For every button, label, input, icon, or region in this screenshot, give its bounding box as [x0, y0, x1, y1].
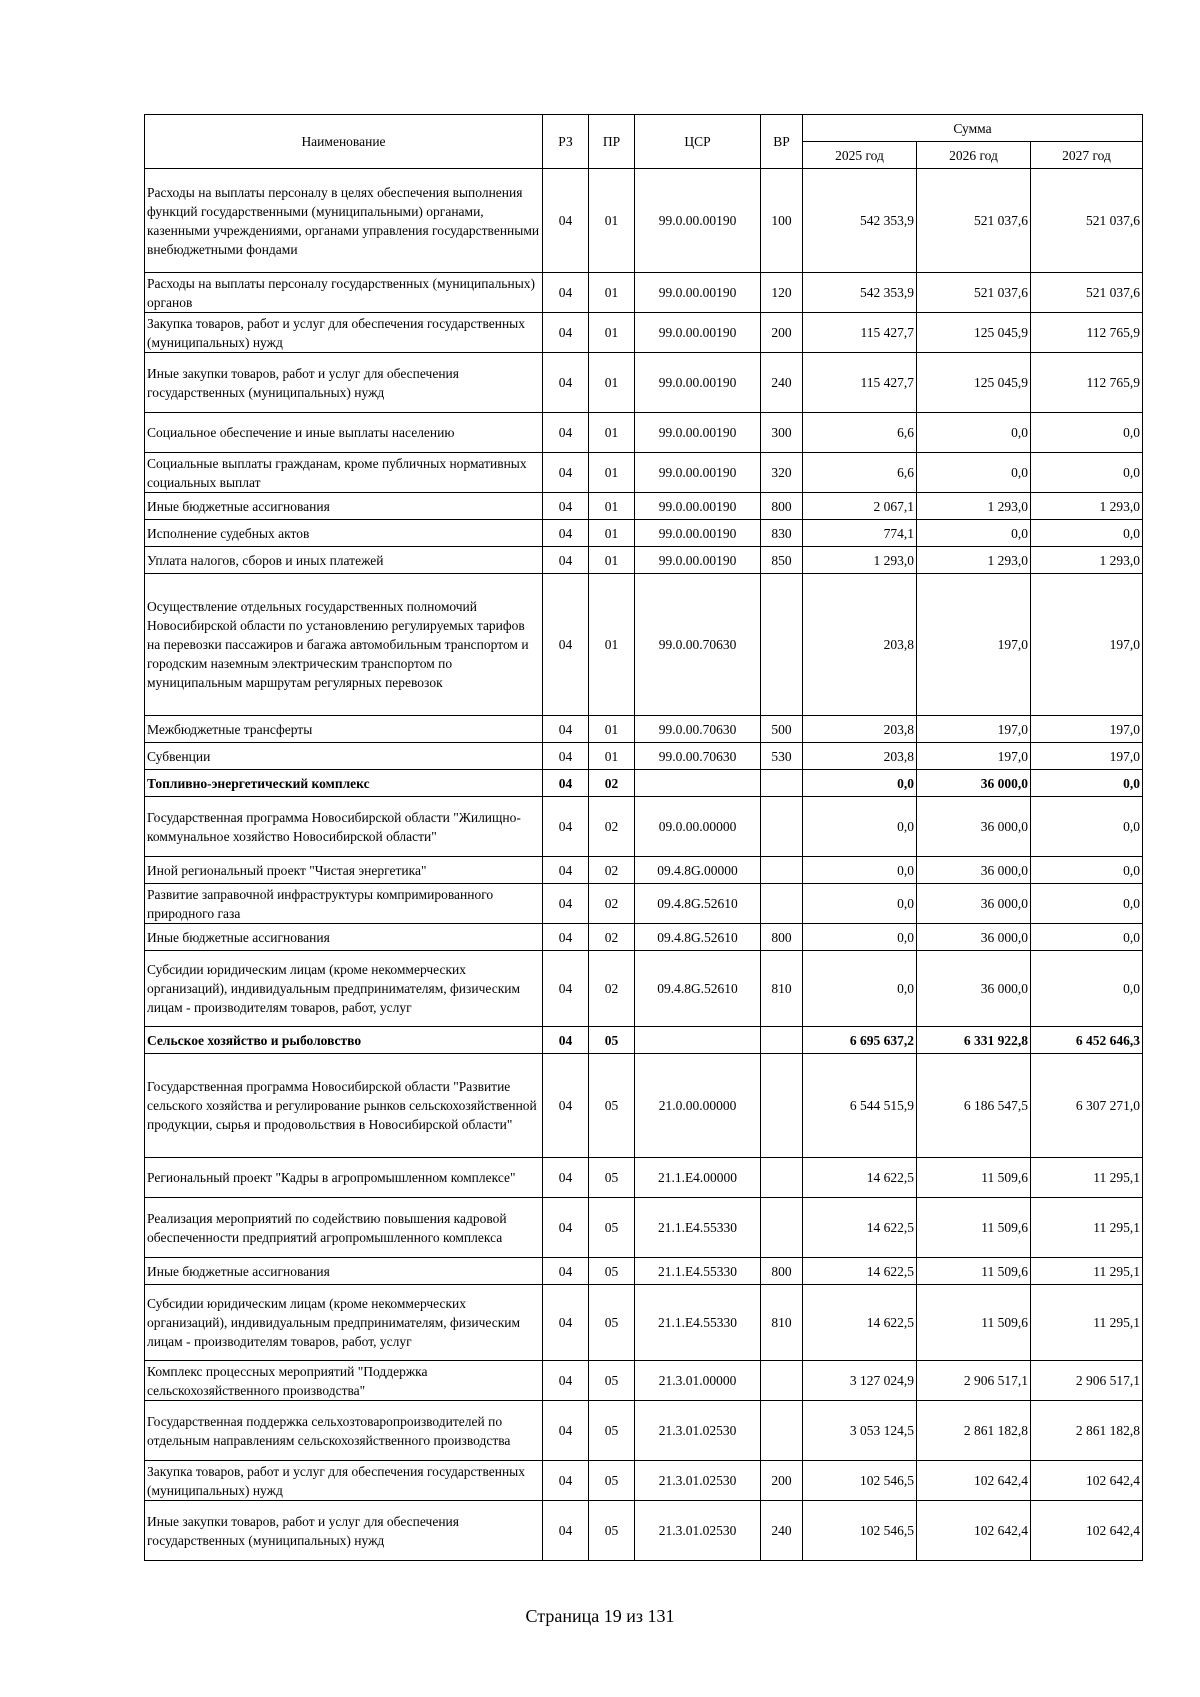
row-2026: 36 000,0	[917, 924, 1031, 951]
row-csr: 09.4.8G.52610	[635, 884, 761, 924]
row-name: Социальное обеспечение и иные выплаты населению	[145, 413, 543, 453]
row-pr: 05	[589, 1401, 635, 1461]
row-csr: 21.3.01.02530	[635, 1401, 761, 1461]
row-2026: 36 000,0	[917, 770, 1031, 797]
row-pr: 02	[589, 797, 635, 857]
table-body	[145, 169, 1143, 1561]
row-csr: 99.0.00.00190	[635, 547, 761, 574]
row-vr: 320	[761, 453, 803, 493]
row-2025: 0,0	[803, 770, 917, 797]
row-pr: 05	[589, 1501, 635, 1561]
row-vr: 800	[761, 924, 803, 951]
row-pr: 01	[589, 353, 635, 413]
row-2026: 11 509,6	[917, 1198, 1031, 1258]
table-row	[145, 1501, 1143, 1561]
table-row	[145, 453, 1143, 493]
table-row	[145, 169, 1143, 273]
row-2026: 2 906 517,1	[917, 1361, 1031, 1401]
row-name: Иные закупки товаров, работ и услуг для обеспечения государственных (муниципальных) нужд	[145, 353, 543, 413]
col-pr-header: ПР	[589, 115, 635, 169]
row-csr: 21.1.Е4.55330	[635, 1285, 761, 1361]
row-name: Уплата налогов, сборов и иных платежей	[145, 547, 543, 574]
row-2026: 6 331 922,8	[917, 1027, 1031, 1054]
row-pr: 01	[589, 169, 635, 273]
table-row	[145, 353, 1143, 413]
row-csr: 09.4.8G.00000	[635, 857, 761, 884]
row-vr: 100	[761, 169, 803, 273]
row-name: Субвенции	[145, 743, 543, 770]
row-2026: 125 045,9	[917, 353, 1031, 413]
row-2025: 0,0	[803, 797, 917, 857]
row-name: Государственная программа Новосибирской области "Жилищно-коммунальное хозяйство Новосибирской области"	[145, 797, 543, 857]
row-vr: 830	[761, 520, 803, 547]
row-2025: 6 544 515,9	[803, 1054, 917, 1158]
table-row	[145, 1361, 1143, 1401]
row-vr: 530	[761, 743, 803, 770]
row-2027: 521 037,6	[1031, 169, 1143, 273]
row-pr: 01	[589, 716, 635, 743]
row-name: Иные бюджетные ассигнования	[145, 1258, 543, 1285]
row-2026: 521 037,6	[917, 169, 1031, 273]
row-2027: 102 642,4	[1031, 1501, 1143, 1561]
col-name-header: Наименование	[145, 115, 543, 169]
row-2027: 0,0	[1031, 413, 1143, 453]
row-rz: 04	[543, 1501, 589, 1561]
row-2025: 542 353,9	[803, 169, 917, 273]
row-name: Сельское хозяйство и рыболовство	[145, 1027, 543, 1054]
table-row	[145, 520, 1143, 547]
row-rz: 04	[543, 493, 589, 520]
table-row	[145, 547, 1143, 574]
row-2027: 197,0	[1031, 743, 1143, 770]
row-2026: 11 509,6	[917, 1285, 1031, 1361]
row-2025: 203,8	[803, 743, 917, 770]
row-vr	[761, 884, 803, 924]
row-2025: 3 053 124,5	[803, 1401, 917, 1461]
row-2027: 11 295,1	[1031, 1258, 1143, 1285]
row-2025: 102 546,5	[803, 1501, 917, 1561]
row-2027: 0,0	[1031, 797, 1143, 857]
table-row	[145, 574, 1143, 716]
col-2027-header: 2027 год	[1031, 142, 1143, 169]
row-2026: 102 642,4	[917, 1501, 1031, 1561]
row-2025: 14 622,5	[803, 1158, 917, 1198]
row-rz: 04	[543, 716, 589, 743]
row-csr: 99.0.00.00190	[635, 520, 761, 547]
row-csr: 21.3.01.02530	[635, 1461, 761, 1501]
row-rz: 04	[543, 884, 589, 924]
row-csr: 99.0.00.70630	[635, 743, 761, 770]
row-vr	[761, 770, 803, 797]
row-vr: 850	[761, 547, 803, 574]
row-2027: 11 295,1	[1031, 1285, 1143, 1361]
row-name: Исполнение судебных актов	[145, 520, 543, 547]
row-pr: 01	[589, 273, 635, 313]
row-name: Закупка товаров, работ и услуг для обеспечения государственных (муниципальных) нужд	[145, 313, 543, 353]
row-2027: 521 037,6	[1031, 273, 1143, 313]
row-vr: 240	[761, 353, 803, 413]
row-2026: 11 509,6	[917, 1258, 1031, 1285]
row-vr: 200	[761, 313, 803, 353]
row-vr: 800	[761, 1258, 803, 1285]
row-rz: 04	[543, 453, 589, 493]
row-name: Топливно-энергетический комплекс	[145, 770, 543, 797]
row-2027: 0,0	[1031, 951, 1143, 1027]
table-row	[145, 1401, 1143, 1461]
table-row	[145, 1258, 1143, 1285]
row-2026: 1 293,0	[917, 547, 1031, 574]
row-2027: 0,0	[1031, 453, 1143, 493]
row-vr	[761, 1027, 803, 1054]
row-2027: 0,0	[1031, 770, 1143, 797]
row-vr	[761, 797, 803, 857]
row-vr	[761, 1198, 803, 1258]
col-2026-header: 2026 год	[917, 142, 1031, 169]
col-csr-header: ЦСР	[635, 115, 761, 169]
row-name: Расходы на выплаты персоналу в целях обеспечения выполнения функций государственными (муниципальными) органами, казенными учреждениями, органами управления государственными внебюджетными фондами	[145, 169, 543, 273]
row-vr: 500	[761, 716, 803, 743]
row-2026: 197,0	[917, 716, 1031, 743]
row-pr: 05	[589, 1054, 635, 1158]
row-2026: 11 509,6	[917, 1158, 1031, 1198]
row-rz: 04	[543, 743, 589, 770]
row-2025: 203,8	[803, 574, 917, 716]
table-row	[145, 1285, 1143, 1361]
row-pr: 01	[589, 547, 635, 574]
table-row	[145, 313, 1143, 353]
row-pr: 01	[589, 574, 635, 716]
row-rz: 04	[543, 313, 589, 353]
row-2027: 6 452 646,3	[1031, 1027, 1143, 1054]
row-2027: 0,0	[1031, 857, 1143, 884]
row-vr	[761, 1158, 803, 1198]
row-name: Государственная программа Новосибирской области "Развитие сельского хозяйства и регулирование рынков сельскохозяйственной продукции, сырья и продовольствия в Новосибирской области"	[145, 1054, 543, 1158]
table-row	[145, 273, 1143, 313]
row-csr: 99.0.00.70630	[635, 574, 761, 716]
row-2027: 112 765,9	[1031, 353, 1143, 413]
row-pr: 05	[589, 1158, 635, 1198]
row-csr: 21.3.01.00000	[635, 1361, 761, 1401]
row-vr: 810	[761, 1285, 803, 1361]
row-2026: 36 000,0	[917, 884, 1031, 924]
row-pr: 02	[589, 884, 635, 924]
row-csr: 99.0.00.70630	[635, 716, 761, 743]
table-row	[145, 857, 1143, 884]
row-vr: 300	[761, 413, 803, 453]
row-csr	[635, 770, 761, 797]
row-2025: 0,0	[803, 884, 917, 924]
row-csr: 21.3.01.02530	[635, 1501, 761, 1561]
row-2027: 2 906 517,1	[1031, 1361, 1143, 1401]
row-rz: 04	[543, 924, 589, 951]
row-2026: 0,0	[917, 453, 1031, 493]
row-2027: 11 295,1	[1031, 1158, 1143, 1198]
row-name: Иные закупки товаров, работ и услуг для обеспечения государственных (муниципальных) нужд	[145, 1501, 543, 1561]
row-rz: 04	[543, 1198, 589, 1258]
row-2025: 115 427,7	[803, 353, 917, 413]
row-vr: 120	[761, 273, 803, 313]
row-csr: 21.1.Е4.55330	[635, 1258, 761, 1285]
table-row	[145, 1027, 1143, 1054]
table-row	[145, 1158, 1143, 1198]
row-pr: 05	[589, 1027, 635, 1054]
row-2025: 14 622,5	[803, 1285, 917, 1361]
row-pr: 01	[589, 453, 635, 493]
row-pr: 01	[589, 520, 635, 547]
row-vr	[761, 857, 803, 884]
row-csr	[635, 1027, 761, 1054]
row-rz: 04	[543, 413, 589, 453]
row-pr: 01	[589, 313, 635, 353]
row-2025: 1 293,0	[803, 547, 917, 574]
row-pr: 05	[589, 1198, 635, 1258]
row-2025: 542 353,9	[803, 273, 917, 313]
row-name: Иные бюджетные ассигнования	[145, 493, 543, 520]
row-2027: 2 861 182,8	[1031, 1401, 1143, 1461]
row-csr: 21.1.Е4.00000	[635, 1158, 761, 1198]
row-rz: 04	[543, 797, 589, 857]
row-2027: 197,0	[1031, 716, 1143, 743]
row-name: Иные бюджетные ассигнования	[145, 924, 543, 951]
row-pr: 02	[589, 951, 635, 1027]
table-row	[145, 797, 1143, 857]
row-rz: 04	[543, 169, 589, 273]
row-2025: 0,0	[803, 951, 917, 1027]
row-rz: 04	[543, 1258, 589, 1285]
row-rz: 04	[543, 353, 589, 413]
row-2026: 0,0	[917, 413, 1031, 453]
row-rz: 04	[543, 574, 589, 716]
row-2025: 14 622,5	[803, 1198, 917, 1258]
row-rz: 04	[543, 951, 589, 1027]
row-csr: 09.0.00.00000	[635, 797, 761, 857]
row-vr	[761, 1401, 803, 1461]
row-name: Субсидии юридическим лицам (кроме некоммерческих организаций), индивидуальным предпринимателям, физическим лицам - производителям товаров, работ, услуг	[145, 951, 543, 1027]
row-2025: 774,1	[803, 520, 917, 547]
row-name: Закупка товаров, работ и услуг для обеспечения государственных (муниципальных) нужд	[145, 1461, 543, 1501]
row-vr	[761, 574, 803, 716]
row-name: Иной региональный проект "Чистая энергетика"	[145, 857, 543, 884]
col-vr-header: ВР	[761, 115, 803, 169]
row-2026: 0,0	[917, 520, 1031, 547]
table-row	[145, 716, 1143, 743]
row-2026: 197,0	[917, 574, 1031, 716]
row-2026: 36 000,0	[917, 857, 1031, 884]
row-csr: 99.0.00.00190	[635, 313, 761, 353]
row-name: Расходы на выплаты персоналу государственных (муниципальных) органов	[145, 273, 543, 313]
row-2026: 102 642,4	[917, 1461, 1031, 1501]
row-csr: 09.4.8G.52610	[635, 951, 761, 1027]
row-pr: 01	[589, 413, 635, 453]
row-vr: 800	[761, 493, 803, 520]
row-name: Социальные выплаты гражданам, кроме публичных нормативных социальных выплат	[145, 453, 543, 493]
row-rz: 04	[543, 770, 589, 797]
row-pr: 05	[589, 1258, 635, 1285]
row-rz: 04	[543, 1158, 589, 1198]
row-2027: 0,0	[1031, 924, 1143, 951]
row-2025: 2 067,1	[803, 493, 917, 520]
row-2025: 6 695 637,2	[803, 1027, 917, 1054]
row-vr: 200	[761, 1461, 803, 1501]
row-2026: 6 186 547,5	[917, 1054, 1031, 1158]
row-name: Развитие заправочной инфраструктуры компримированного природного газа	[145, 884, 543, 924]
row-name: Межбюджетные трансферты	[145, 716, 543, 743]
row-2027: 197,0	[1031, 574, 1143, 716]
row-rz: 04	[543, 1054, 589, 1158]
row-pr: 01	[589, 493, 635, 520]
row-vr	[761, 1054, 803, 1158]
row-2025: 6,6	[803, 413, 917, 453]
row-rz: 04	[543, 273, 589, 313]
row-2026: 2 861 182,8	[917, 1401, 1031, 1461]
row-csr: 21.0.00.00000	[635, 1054, 761, 1158]
row-rz: 04	[543, 1461, 589, 1501]
table-row	[145, 1461, 1143, 1501]
row-2027: 1 293,0	[1031, 547, 1143, 574]
row-rz: 04	[543, 1401, 589, 1461]
row-pr: 01	[589, 743, 635, 770]
table-header	[145, 115, 1143, 169]
row-2025: 0,0	[803, 857, 917, 884]
col-rz-header: РЗ	[543, 115, 589, 169]
row-2026: 125 045,9	[917, 313, 1031, 353]
table-row	[145, 884, 1143, 924]
row-2027: 102 642,4	[1031, 1461, 1143, 1501]
row-2025: 14 622,5	[803, 1258, 917, 1285]
table-row	[145, 924, 1143, 951]
row-2025: 6,6	[803, 453, 917, 493]
row-rz: 04	[543, 1027, 589, 1054]
row-2025: 102 546,5	[803, 1461, 917, 1501]
table-row	[145, 743, 1143, 770]
row-csr: 99.0.00.00190	[635, 413, 761, 453]
row-rz: 04	[543, 547, 589, 574]
row-rz: 04	[543, 857, 589, 884]
row-csr: 99.0.00.00190	[635, 353, 761, 413]
row-csr: 21.1.Е4.55330	[635, 1198, 761, 1258]
table-row	[145, 413, 1143, 453]
row-pr: 02	[589, 770, 635, 797]
row-rz: 04	[543, 1285, 589, 1361]
table-row	[145, 493, 1143, 520]
row-pr: 05	[589, 1461, 635, 1501]
row-2027: 11 295,1	[1031, 1198, 1143, 1258]
row-2027: 0,0	[1031, 520, 1143, 547]
row-2027: 6 307 271,0	[1031, 1054, 1143, 1158]
row-2027: 112 765,9	[1031, 313, 1143, 353]
budget-table	[144, 114, 1143, 1561]
col-2025-header: 2025 год	[803, 142, 917, 169]
row-vr: 810	[761, 951, 803, 1027]
row-2025: 3 127 024,9	[803, 1361, 917, 1401]
row-pr: 02	[589, 924, 635, 951]
row-2026: 197,0	[917, 743, 1031, 770]
row-csr: 99.0.00.00190	[635, 169, 761, 273]
row-2027: 1 293,0	[1031, 493, 1143, 520]
row-2026: 1 293,0	[917, 493, 1031, 520]
row-2027: 0,0	[1031, 884, 1143, 924]
row-csr: 99.0.00.00190	[635, 273, 761, 313]
row-2025: 0,0	[803, 924, 917, 951]
row-rz: 04	[543, 520, 589, 547]
row-2026: 521 037,6	[917, 273, 1031, 313]
row-csr: 99.0.00.00190	[635, 493, 761, 520]
table-row	[145, 1054, 1143, 1158]
table-row	[145, 770, 1143, 797]
row-name: Субсидии юридическим лицам (кроме некоммерческих организаций), индивидуальным предпринимателям, физическим лицам - производителям товаров, работ, услуг	[145, 1285, 543, 1361]
row-name: Региональный проект "Кадры в агропромышленном комплексе"	[145, 1158, 543, 1198]
table-row	[145, 951, 1143, 1027]
row-rz: 04	[543, 1361, 589, 1401]
row-pr: 05	[589, 1361, 635, 1401]
table-row	[145, 1198, 1143, 1258]
row-pr: 05	[589, 1285, 635, 1361]
row-name: Осуществление отдельных государственных полномочий Новосибирской области по установлению регулируемых тарифов на перевозки пассажиров и багажа автомобильным транспортом и городским наземным электрическим транспортом по муниципальным маршрутам регулярных перевозок	[145, 574, 543, 716]
row-2025: 203,8	[803, 716, 917, 743]
col-sum-header: Сумма	[803, 115, 1143, 142]
row-2025: 115 427,7	[803, 313, 917, 353]
row-name: Государственная поддержка сельхозтоваропроизводителей по отдельным направлениям сельскохозяйственного производства	[145, 1401, 543, 1461]
row-name: Комплекс процессных мероприятий "Поддержка сельскохозяйственного производства"	[145, 1361, 543, 1401]
row-csr: 99.0.00.00190	[635, 453, 761, 493]
row-2026: 36 000,0	[917, 951, 1031, 1027]
row-pr: 02	[589, 857, 635, 884]
row-name: Реализация мероприятий по содействию повышения кадровой обеспеченности предприятий агропромышленного комплекса	[145, 1198, 543, 1258]
row-csr: 09.4.8G.52610	[635, 924, 761, 951]
row-vr: 240	[761, 1501, 803, 1561]
row-vr	[761, 1361, 803, 1401]
page-number: Страница 19 из 131	[525, 1606, 675, 1626]
row-2026: 36 000,0	[917, 797, 1031, 857]
